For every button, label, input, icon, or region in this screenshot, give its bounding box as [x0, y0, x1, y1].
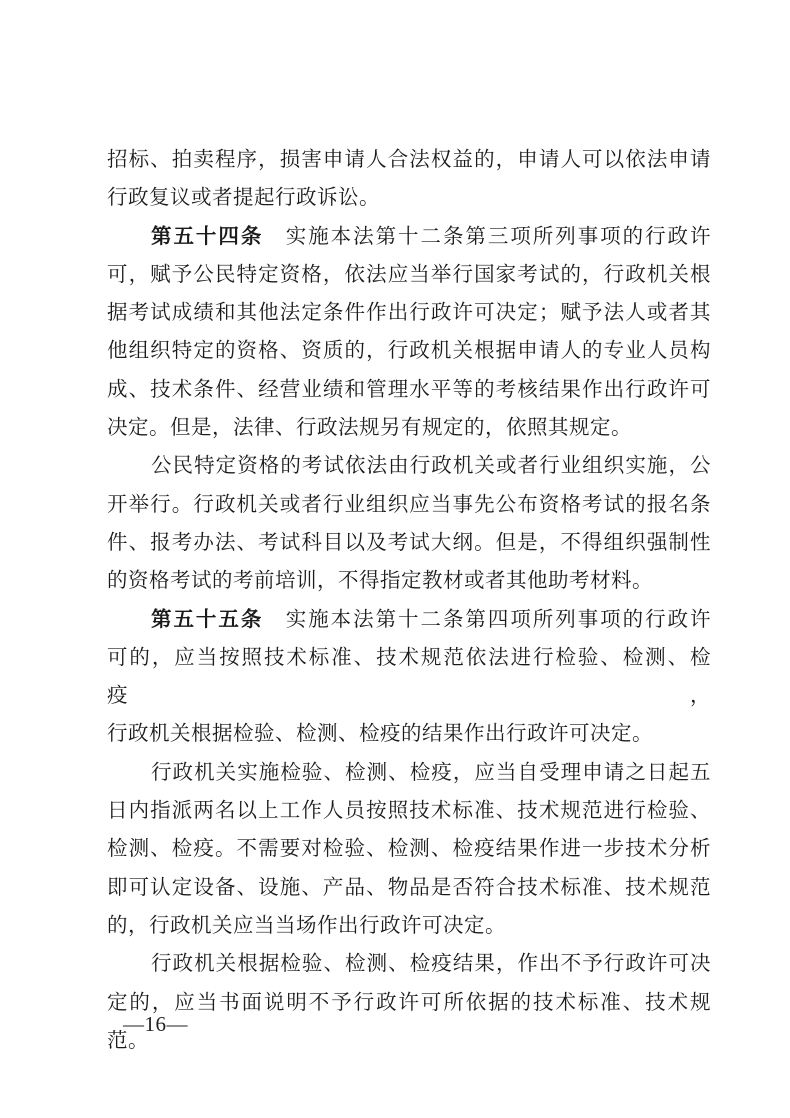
- document-line: 招标、拍卖程序，损害申请人合法权益的，申请人可以依法申请: [107, 149, 711, 171]
- document-line: 可的，应当按照技术标准、技术规范依法进行检验、检测、检疫，: [107, 646, 711, 708]
- page-number: —16—: [123, 1012, 188, 1036]
- document-line-text: 实施本法第十二条第三项所列事项的行政许: [263, 225, 712, 248]
- document-line: 的资格考试的考前培训，不得指定教材或者其他助考材料。: [107, 570, 653, 593]
- document-line: 即可认定设备、设施、产品、物品是否符合技术标准、技术规范: [107, 876, 711, 899]
- document-line: 公民特定资格的考试依法由行政机关或者行业组织实施，公: [151, 455, 711, 478]
- document-line: 定的，应当书面说明不予行政许可所依据的技术标准、技术规范。: [107, 991, 711, 1052]
- document-body: [107, 141, 711, 1060]
- document-line: 行政机关根据检验、检测、检疫的结果作出行政许可决定。: [107, 723, 653, 746]
- article-number: 第五十五条: [151, 608, 264, 631]
- document-line-text: 实施本法第十二条第四项所列事项的行政许: [263, 608, 712, 631]
- document-line: 行政复议或者提起行政诉讼。: [107, 187, 380, 210]
- article-55-heading-line: [107, 601, 711, 639]
- document-line: 件、报考办法、考试科目以及考试大纲。但是，不得组织强制性: [107, 531, 711, 554]
- document-line: 可，赋予公民特定资格，依法应当举行国家考试的，行政机关根: [107, 263, 711, 286]
- document-line: 行政机关实施检验、检测、检疫，应当自受理申请之日起五: [151, 761, 711, 784]
- document-line: 行政机关根据检验、检测、检疫结果，作出不予行政许可决: [151, 953, 711, 976]
- document-line: 他组织特定的资格、资质的，行政机关根据申请人的专业人员构: [107, 340, 711, 363]
- document-line: 成、技术条件、经营业绩和管理水平等的考核结果作出行政许可: [107, 378, 711, 401]
- document-line: 检测、检疫。不需要对检验、检测、检疫结果作进一步技术分析: [107, 838, 711, 861]
- document-line: 开举行。行政机关或者行业组织应当事先公布资格考试的报名条: [107, 493, 711, 516]
- document-line: 日内指派两名以上工作人员按照技术标准、技术规范进行检验、: [107, 800, 711, 823]
- document-line: 据考试成绩和其他法定条件作出行政许可决定；赋予法人或者其: [107, 302, 711, 325]
- document-line: 的，行政机关应当当场作出行政许可决定。: [107, 914, 506, 937]
- article-54-heading-line: [107, 218, 711, 256]
- article-number: 第五十四条: [151, 225, 264, 248]
- document-line: 决定。但是，法律、行政法规另有规定的，依照其规定。: [107, 417, 632, 440]
